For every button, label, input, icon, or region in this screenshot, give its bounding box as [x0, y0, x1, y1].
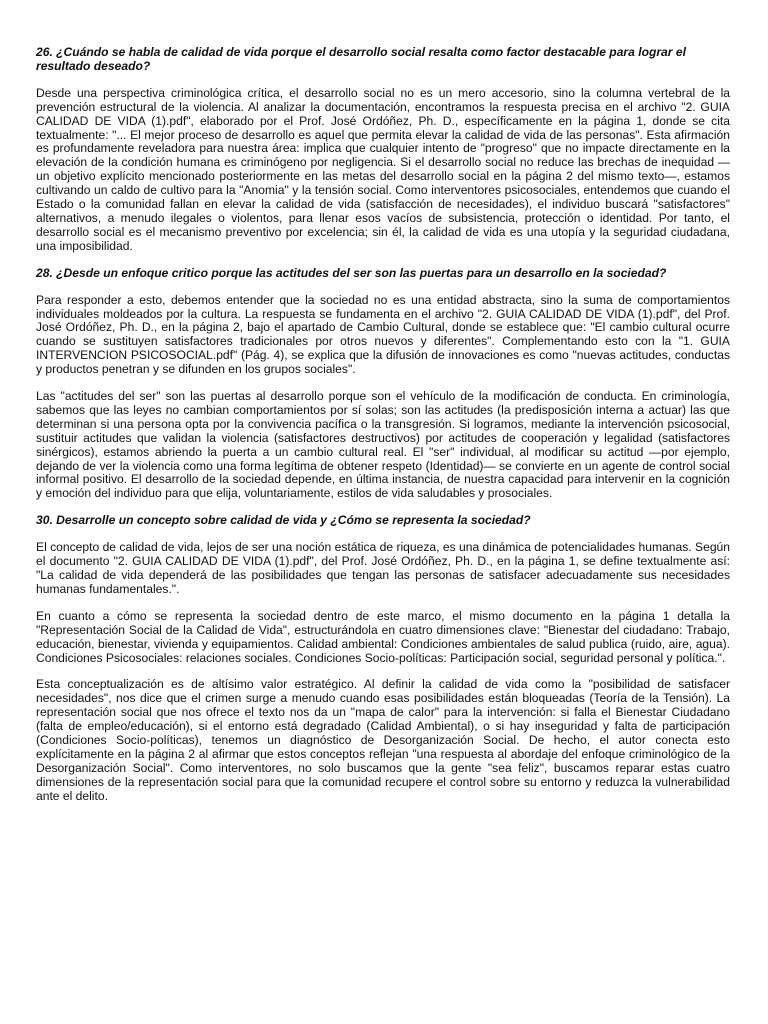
section-question-26 — [36, 46, 730, 254]
question-heading: 28. ¿Desde un enfoque critico porque las actitudes del ser son las puertas para un desarrollo en la sociedad? — [36, 265, 667, 280]
answer-paragraph: Desde una perspectiva criminológica crítica, el desarrollo social no es un mero accesorio, sino la columna vertebral de la prevención estructural de la violencia. Al analizar la documentación, encontramos la respuesta precisa en el archivo "2. GUIA CALIDAD DE VIDA (1).pdf", elaborado por el Prof. José Ordóñez, Ph. D., específicamente en la página 1, donde se cita textualmente: "... El mejor proceso de desarrollo es aquel que permita elevar la calidad de vida de las personas". Esta afirmación es profundamente reveladora para nuestra área: implica que cualquier intento de "progreso" que no impacte directamente en la elevación de la condición humana es criminógeno por negligencia. Si el desarrollo social no reduce las brechas de inequidad —un objetivo explícito mencionado posteriormente en las metas del desarrollo social en la página 2 del mismo texto—, estamos cultivando un caldo de cultivo para la "Anomia" y la tensión social. Como interventores psicosociales, entendemos que cuando el Estado o la comunidad fallan en elevar la calidad de vida (satisfacción de necesidades), el individuo buscará "satisfactores" alternativos, a menudo ilegales o violentos, para llenar esos vacíos de subsistencia, protección o identidad. Por tanto, el desarrollo social es el mecanismo preventivo por excelencia; sin él, la calidad de vida es una utopía y la seguridad ciudadana, una imposibilidad. — [36, 85, 730, 253]
answer-paragraph: En cuanto a cómo se representa la sociedad dentro de este marco, el mismo documento en la página 1 detalla la "Representación Social de la Calidad de Vida", estructurándola en cuatro dimensiones clave: "Bienestar del ciudadano: Trabajo, educación, bienestar, vivienda y equipamientos. Calidad ambiental: Condiciones ambientales de salud publica (ruido, aire, agua). Condiciones Psicosociales: relaciones sociales. Condiciones Socio-políticas: Participación social, seguridad personal y política.". — [36, 608, 730, 665]
answer-paragraph: El concepto de calidad de vida, lejos de ser una noción estática de riqueza, es una dinámica de potencialidades humanas. Según el documento "2. GUIA CALIDAD DE VIDA (1).pdf", del Prof. José Ordóñez, Ph. D., en la página 1, se define textualmente así: "La calidad de vida dependerá de las posibilidades que tengan las personas de satisfacer adecuadamente sus necesidades humanas fundamentales.". — [36, 540, 730, 596]
answer-paragraph: Para responder a esto, debemos entender que la sociedad no es una entidad abstracta, sino la suma de comportamientos individuales moldeados por la cultura. La respuesta se fundamenta en el archivo "2. GUIA CALIDAD DE VIDA (1).pdf", del Prof. José Ordóñez, Ph. D., en la página 2, bajo el apartado de Cambio Cultural, donde se establece que: "El cambio cultural ocurre cuando se sustituyen satisfactores tradicionales por otros nuevos y diferentes". Complementando esto con la "1. GUIA INTERVENCION PSICOSOCIAL.pdf" (Pág. 4), se explica que la difusión de innovaciones es como "nuevas actitudes, conductas y productos penetran y se difunden en los grupos sociales". — [36, 292, 730, 377]
answer-paragraph: Esta conceptualización es de altísimo valor estratégico. Al definir la calidad de vida como la "posibilidad de satisfacer necesidades", nos dice que el crimen surge a menudo cuando esas posibilidades están bloqueadas (Teoría de la Tensión). La representación social que nos ofrece el texto nos da un "mapa de calor" para la intervención: si falla el Bienestar Ciudadano (falta de empleo/educación), si el entorno está degradado (Calidad Ambiental), o si hay inseguridad y falta de participación (Condiciones Socio-políticas), tenemos un diagnóstico de Desorganización Social. De hecho, el autor conecta esto explícitamente en la página 2 al afirmar que estos conceptos reflejan "una respuesta al abordaje del enfoque criminológico de la Desorganización Social". Como interventores, no solo buscamos que la gente "sea feliz", buscamos reparar estas cuatro dimensiones de la representación social para que la comunidad recupere el control sobre su entorno y reduzca la vulnerabilidad ante el delito. — [36, 677, 730, 803]
question-heading: 30. Desarrolle un concepto sobre calidad de vida y ¿Cómo se representa la sociedad? — [36, 513, 531, 528]
question-heading: 26. ¿Cuándo se habla de calidad de vida porque el desarrollo social resalta como factor destacable para lograr el resultado deseado? — [36, 45, 686, 73]
answer-paragraph: Las "actitudes del ser" son las puertas al desarrollo porque son el vehículo de la modificación de conducta. En criminología, sabemos que las leyes no cambian comportamientos por sí solas; son las actitudes (la predisposición interna a actuar) las que determinan si una persona opta por la convivencia pacífica o la transgresión. Si logramos, mediante la intervención psicosocial, sustituir actitudes que validan la violencia (satisfactores destructivos) por actitudes de cooperación y legalidad (satisfactores sinérgicos), estamos abriendo la puerta a un cambio cultural real. El "ser" individual, al modificar su actitud —por ejemplo, dejando de ver la violencia como una forma legítima de obtener respeto (Identidad)— se convierte en un agente de control social informal positivo. El desarrollo de la sociedad depende, en última instancia, de nuestra capacidad para intervenir en la cognición y emoción del individuo para que elija, voluntariamente, estilos de vida saludables y prosociales. — [36, 389, 730, 501]
section-question-28 — [36, 267, 730, 502]
section-question-30 — [36, 514, 730, 803]
document-page — [36, 46, 730, 817]
